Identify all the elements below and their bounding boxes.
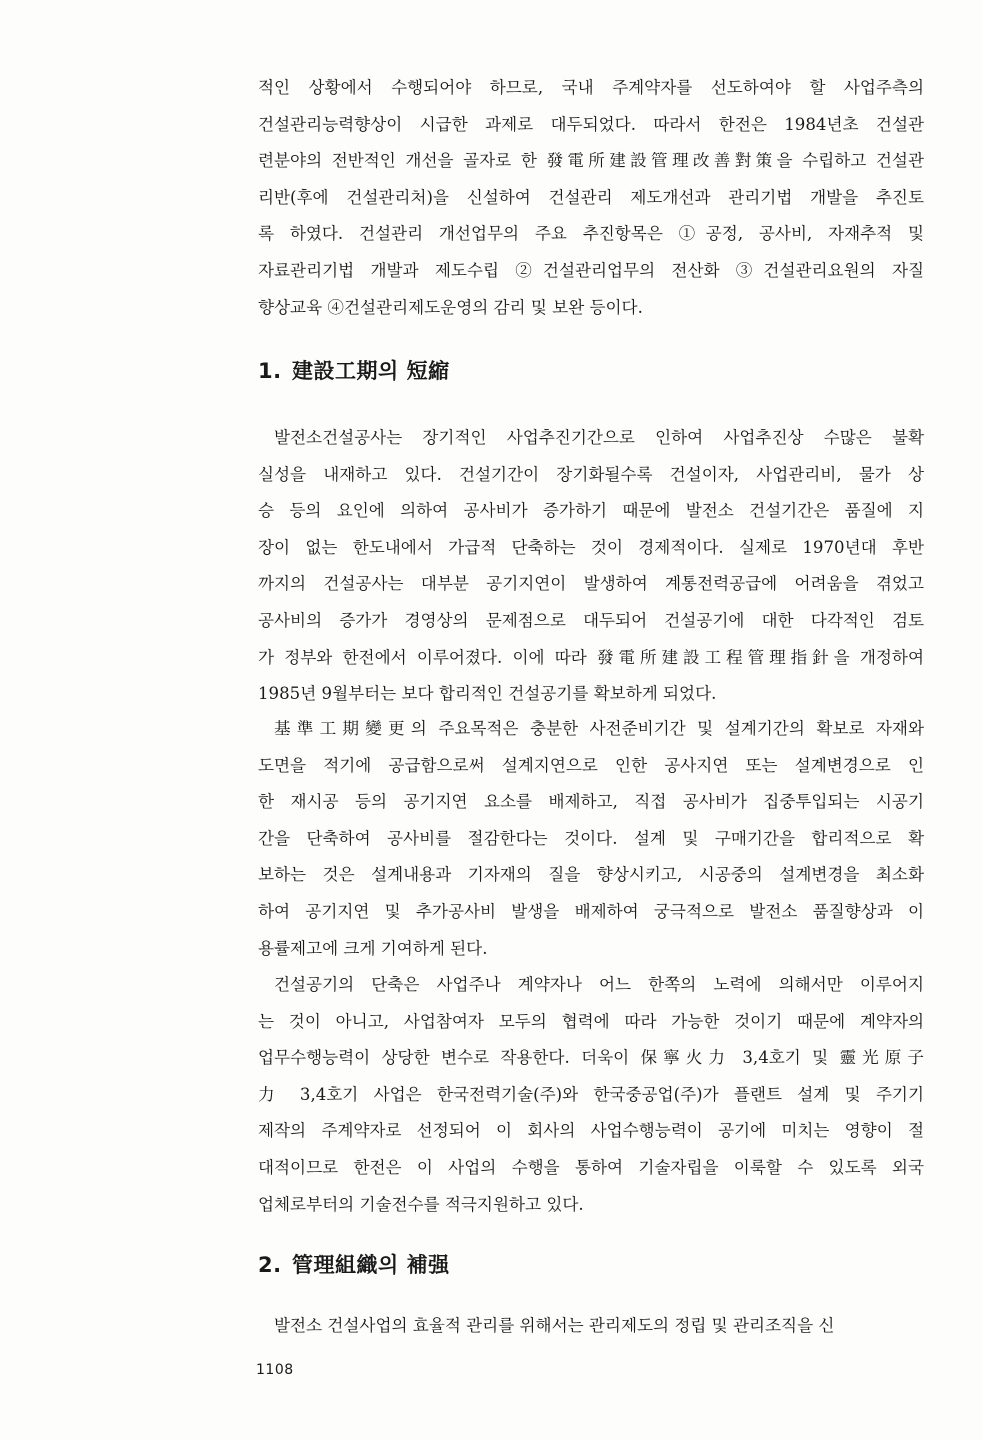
text-line: 한 재시공 등의 공기지연 요소를 배제하고, 직접 공사비가 집중투입되는 시공기 [258, 792, 924, 812]
text-line: 발전소 건설사업의 효율적 관리를 위해서는 관리제도의 정립 및 관리조직을 신 [274, 1316, 835, 1335]
section-2-title: 管理組織의 補强 [292, 1253, 450, 1277]
text-line: 자료관리기법 개발과 제도수립 ②건설관리업무의 전산화 ③건설관리요원의 자질 [258, 260, 924, 280]
text-line: 업무수행능력이 상당한 변수로 작용한다. 더욱이 保寧火力 3,4호기 및 靈光原子 [258, 1048, 924, 1068]
text-line: 용률제고에 크게 기여하게 된다. [258, 938, 488, 958]
text-line: 련분야의 전반적인 개선을 골자로 한 發電所建設管理改善對策을 수립하고 건설관 [258, 151, 924, 171]
text-line: 대적이므로 한전은 이 사업의 수행을 통하여 기술자립을 이룩할 수 있도록 외국 [258, 1157, 924, 1177]
text-line: 업체로부터의 기술전수를 적극지원하고 있다. [258, 1194, 584, 1214]
text-line: 실성을 내재하고 있다. 건설기간이 장기화될수록 건설이자, 사업관리비, 물가 상 [258, 464, 924, 484]
text-line: 록 하였다. 건설관리 개선업무의 주요 추진항목은 ①공정, 공사비, 자재추적 및 [258, 224, 924, 244]
section-1-title: 建設工期의 短縮 [292, 359, 450, 383]
section-2-heading [258, 1249, 450, 1279]
text-line: 도면을 적기에 공급함으로써 설계지연으로 인한 공사지연 또는 설계변경으로 인 [258, 755, 924, 775]
section-1-paragraph-3 [258, 967, 924, 1223]
text-line: 건설공기의 단축은 사업주나 계약자나 어느 한쪽의 노력에 의해서만 이루어지 [274, 975, 924, 994]
section-1-heading [258, 355, 450, 385]
text-line: 적인 상황에서 수행되어야 하므로, 국내 주계약자를 선도하여야 할 사업주측의 [258, 78, 924, 97]
text-line: 보하는 것은 설계내용과 기자재의 질을 향상시키고, 시공중의 설계변경을 최소화 [258, 865, 924, 885]
text-line: 가 정부와 한전에서 이루어졌다. 이에 따라 發電所建設工程管理指針을 개정하여 [258, 647, 924, 667]
text-line: 공사비의 증가가 경영상의 문제점으로 대두되어 건설공기에 대한 다각적인 검토 [258, 610, 924, 630]
text-line: 발전소건설공사는 장기적인 사업추진기간으로 인하여 사업추진상 수많은 불확 [274, 428, 924, 447]
text-line: 하여 공기지연 및 추가공사비 발생을 배제하여 궁극적으로 발전소 품질향상과 이 [258, 901, 924, 921]
text-line: 리반(후에 건설관리처)을 신설하여 건설관리 제도개선과 관리기법 개발을 추진토 [258, 187, 924, 207]
text-line: 까지의 건설공사는 대부분 공기지연이 발생하여 계통전력공급에 어려움을 겪었고 [258, 574, 924, 594]
section-2-paragraph-1 [258, 1308, 924, 1345]
section-1-paragraph-2 [258, 711, 924, 967]
text-line: 건설관리능력향상이 시급한 과제로 대두되었다. 따라서 한전은 1984년초 건설관 [258, 114, 924, 134]
text-line: 1985년 9월부터는 보다 합리적인 건설공기를 확보하게 되었다. [258, 684, 717, 704]
text-line: 力 3,4호기 사업은 한국전력기술(주)와 한국중공업(주)가 플랜트 설계 및 주기기 [258, 1084, 924, 1104]
section-1-number: 1. [258, 359, 282, 383]
text-line: 승 등의 요인에 의하여 공사비가 증가하기 때문에 발전소 건설기간은 품질에 지 [258, 501, 924, 521]
text-line: 제작의 주계약자로 선정되어 이 회사의 사업수행능력이 공기에 미치는 영향이 절 [258, 1121, 924, 1141]
text-line: 는 것이 아니고, 사업참여자 모두의 협력에 따라 가능한 것이기 때문에 계약자의 [258, 1011, 924, 1031]
text-line: 간을 단축하여 공사비를 절감한다는 것이다. 설계 및 구매기간을 합리적으로 확 [258, 828, 924, 848]
intro-paragraph [258, 70, 924, 326]
section-1-paragraph-1 [258, 420, 924, 713]
text-line: 基準工期變更의 주요목적은 충분한 사전준비기간 및 설계기간의 확보로 자재와 [274, 719, 924, 738]
text-line: 장이 없는 한도내에서 가급적 단축하는 것이 경제적이다. 실제로 1970년대 후반 [258, 537, 924, 557]
page-number: 1108 [256, 1362, 294, 1378]
text-line: 향상교육 ④건설관리제도운영의 감리 및 보완 등이다. [258, 297, 643, 317]
section-2-number: 2. [258, 1253, 282, 1277]
